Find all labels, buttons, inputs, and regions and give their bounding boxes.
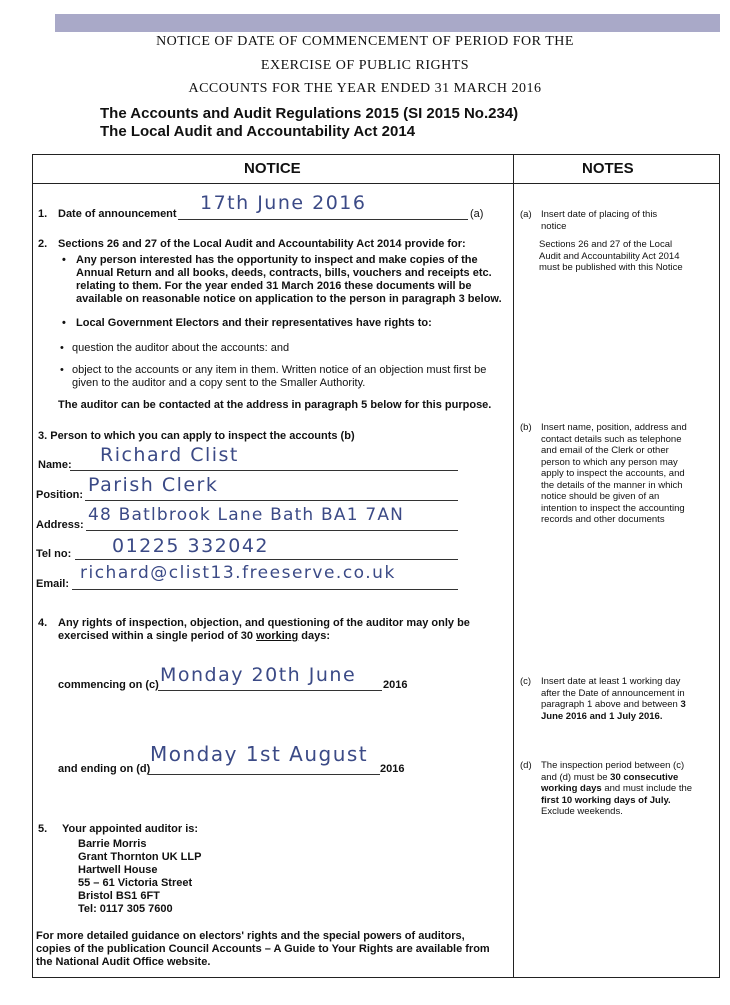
inspection-rights-line-4: available on reasonable notice on application to the person in paragraph 3 below. xyxy=(76,293,502,305)
footer-line-3: the National Audit Office website. xyxy=(36,956,211,968)
note-c-dates: 3 June 2016 and 1 July 2016. xyxy=(541,699,686,722)
auditor-line: Grant Thornton UK LLP xyxy=(78,851,202,863)
auditor-line: Barrie Morris xyxy=(78,838,147,850)
position-line xyxy=(85,500,458,501)
auditor-line: Tel: 0117 305 7600 xyxy=(78,903,173,915)
note-b-text: Insert name, position, address and contact details such as telephone and email of the Clerk or other person to which any person may apply to inspect the accounts, and the details of the manner in which notice should be given of an intention to inspect the accounting records and other documents xyxy=(541,422,687,525)
note-c-text xyxy=(541,676,691,722)
question-auditor-text: question the auditor about the accounts: and xyxy=(72,342,290,354)
inspection-rights-line-1: Any person interested has the opportunity to inspect and make copies of the xyxy=(76,254,478,266)
section-2-intro: Sections 26 and 27 of the Local Audit and Accountability Act 2014 provide for: xyxy=(58,238,466,250)
header-line-1: NOTICE OF DATE OF COMMENCEMENT OF PERIOD FOR THE xyxy=(156,34,574,49)
footer-line-2: copies of the publication Council Accounts – A Guide to Your Rights are available from xyxy=(36,943,490,955)
note-a-marker: (a) xyxy=(520,209,532,220)
section-1-number: 1. xyxy=(38,208,48,220)
name-line xyxy=(70,470,458,471)
note-d-marker: (d) xyxy=(520,760,532,771)
column-divider xyxy=(513,154,514,978)
email-line xyxy=(72,589,458,590)
announcement-date-value: 17th June 2016 xyxy=(200,192,367,214)
tel-line xyxy=(75,559,458,560)
auditor-title: Your appointed auditor is: xyxy=(62,823,199,835)
header-divider xyxy=(32,183,720,184)
section-4-line-2c: days: xyxy=(298,630,331,642)
name-label: Name: xyxy=(38,459,72,471)
position-value: Parish Clerk xyxy=(88,474,219,496)
announcement-date-label: Date of announcement xyxy=(58,208,177,220)
note-c-marker: (c) xyxy=(520,676,532,687)
ending-value: Monday 1st August xyxy=(150,742,369,766)
inspection-rights-line-3: relating to them. For the year ended 31 March 2016 these documents will be xyxy=(76,280,472,292)
notes-column-heading: NOTES xyxy=(582,160,634,177)
address-value: 48 Batlbrook Lane Bath BA1 7AN xyxy=(88,505,405,525)
auditor-contact-text: The auditor can be contacted at the address in paragraph 5 below for this purpose. xyxy=(58,399,492,411)
note-a-sections-text: Sections 26 and 27 of the Local Audit and Accountability Act 2014 must be published with this Notice xyxy=(539,239,683,273)
section-3-title: 3. Person to which you can apply to inspect the accounts (b) xyxy=(38,430,355,442)
commencing-label: commencing on (c) xyxy=(58,679,159,691)
address-label: Address: xyxy=(36,519,84,531)
section-4-line-1: Any rights of inspection, objection, and questioning of the auditor may only be xyxy=(58,617,470,629)
header-line-3: ACCOUNTS FOR THE YEAR ENDED 31 MARCH 2016 xyxy=(188,81,542,96)
email-value: richard@clist13.freeserve.co.uk xyxy=(80,563,396,583)
bullet-dot: • xyxy=(60,364,64,376)
objection-text-line-1: object to the accounts or any item in them. Written notice of an objection must first be xyxy=(72,364,487,376)
ending-label: and ending on (d) xyxy=(58,763,151,775)
email-label: Email: xyxy=(36,578,70,590)
section-4-number: 4. xyxy=(38,617,48,629)
inspection-rights-line-2: Annual Return and all books, deeds, contracts, bills, vouchers and receipts etc. xyxy=(76,267,492,279)
objection-text-line-2: given to the auditor and a copy sent to the Smaller Authority. xyxy=(72,377,366,389)
electors-rights-text: Local Government Electors and their representatives have rights to: xyxy=(76,317,432,329)
header-line-2: EXERCISE OF PUBLIC RIGHTS xyxy=(260,58,470,73)
section-4-line-2 xyxy=(58,630,330,644)
commencing-line xyxy=(158,690,382,691)
note-d-text-c: and must include the xyxy=(601,783,693,794)
note-d-consecutive: 30 consecutive working days xyxy=(541,771,679,794)
position-label: Position: xyxy=(36,489,84,501)
section-2-number: 2. xyxy=(38,238,48,250)
announcement-date-line xyxy=(178,219,468,220)
section-5-number: 5. xyxy=(38,823,48,835)
ending-line xyxy=(148,774,380,775)
note-d-july: first 10 working days of July. xyxy=(541,794,671,806)
auditor-line: Hartwell House xyxy=(78,864,158,876)
auditor-line: Bristol BS1 6FT xyxy=(78,890,160,902)
ending-year: 2016 xyxy=(380,763,405,775)
notice-column-heading: NOTICE xyxy=(244,160,301,177)
commencing-year: 2016 xyxy=(383,679,408,691)
note-b-marker: (b) xyxy=(520,422,532,433)
regulation-title-2: The Local Audit and Accountability Act 2014 xyxy=(100,123,416,140)
auditor-line: 55 – 61 Victoria Street xyxy=(78,877,193,889)
commencing-value: Monday 20th June xyxy=(160,664,357,686)
tel-value: 01225 332042 xyxy=(112,535,270,557)
name-value: Richard Clist xyxy=(100,444,239,466)
note-ref-a: (a) xyxy=(470,208,484,220)
note-d-text-a: The inspection period between (c) and (d) must be xyxy=(541,760,685,783)
bullet-dot: • xyxy=(62,317,66,329)
footer-line-1: For more detailed guidance on electors' rights and the special powers of auditors, xyxy=(36,930,465,942)
bullet-dot: • xyxy=(60,342,64,354)
tel-label: Tel no: xyxy=(36,548,72,560)
regulation-title-1: The Accounts and Audit Regulations 2015 (SI 2015 No.234) xyxy=(100,105,519,122)
note-a-text: Insert date of placing of this notice xyxy=(541,209,658,232)
top-color-bar xyxy=(55,14,720,32)
address-line xyxy=(86,530,458,531)
section-4-line-2a: exercised within a single period of 30 xyxy=(58,630,257,642)
note-d-weekends: Exclude weekends. xyxy=(541,806,623,817)
note-c-text-a: Insert date at least 1 working day after the Date of announcement in paragraph 1 above and between xyxy=(541,676,685,710)
note-d-text xyxy=(541,760,696,818)
bullet-dot: • xyxy=(62,254,66,266)
working-underlined: working xyxy=(256,630,299,642)
